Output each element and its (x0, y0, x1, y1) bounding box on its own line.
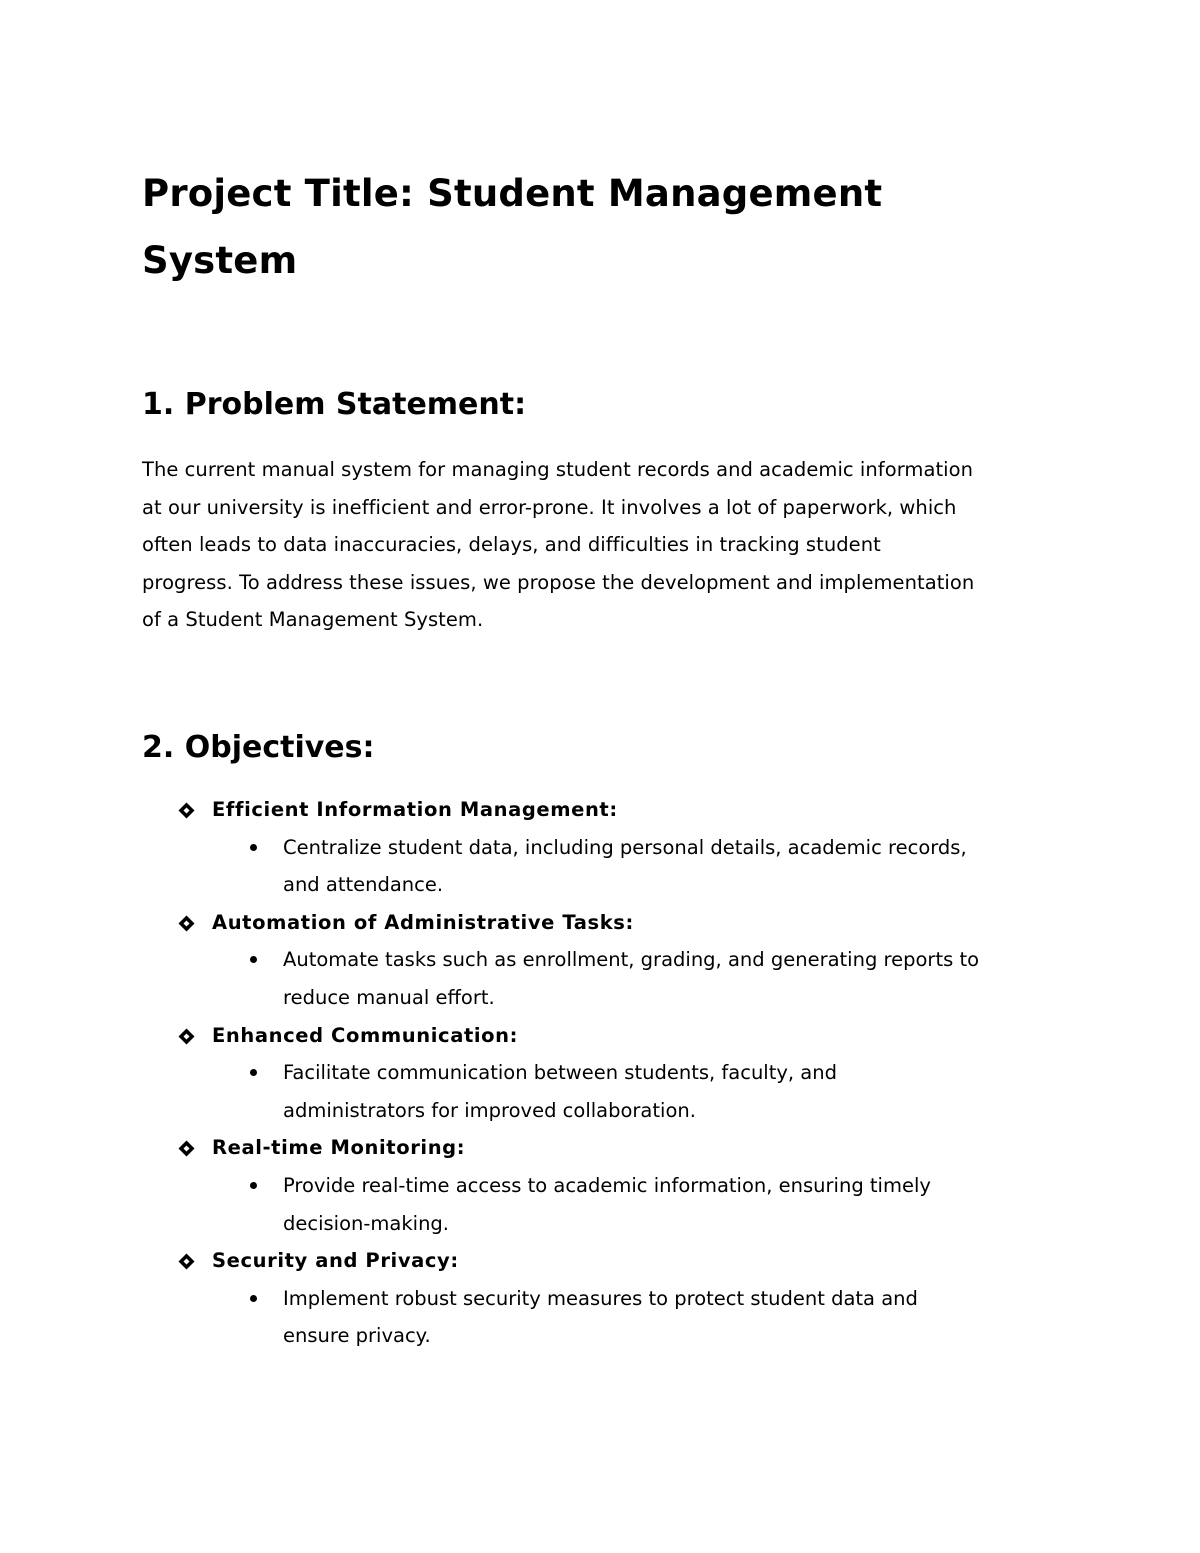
objective-header (142, 791, 1062, 829)
round-bullet-icon (250, 844, 257, 851)
subitem-line: Centralize student data, including personal details, academic records, (283, 835, 967, 859)
subitem-line: Automate tasks such as enrollment, grading, and generating reports to (283, 948, 980, 972)
objective-item (142, 1017, 1062, 1130)
objective-label: Automation of Administrative Tasks: (212, 910, 634, 934)
subitem-line: Facilitate communication between students, faculty, and (283, 1061, 837, 1085)
diamond-bullet-icon (178, 1140, 195, 1157)
objective-subitem (142, 1280, 1062, 1355)
objective-sublist (142, 1167, 1062, 1242)
round-bullet-icon (250, 956, 257, 963)
document-title-line-1: Project Title: Student Management (142, 172, 883, 215)
problem-statement-paragraph (142, 451, 1062, 639)
objectives-heading: 2. Objectives: (142, 729, 375, 765)
round-bullet-icon (250, 1182, 257, 1189)
subitem-line: ensure privacy. (283, 1324, 431, 1348)
objective-sublist (142, 1280, 1062, 1355)
objective-header (142, 1242, 1062, 1280)
problem-line: of a Student Management System. (142, 608, 484, 632)
document-title-line-2: System (142, 239, 298, 282)
problem-line: progress. To address these issues, we propose the development and implementation (142, 570, 975, 594)
subitem-line: Implement robust security measures to protect student data and (283, 1286, 918, 1310)
problem-statement-heading: 1. Problem Statement: (142, 387, 527, 422)
objective-subitem (142, 941, 1062, 1016)
objective-sublist (142, 829, 1062, 904)
objective-item (142, 1242, 1062, 1355)
document-page (142, 160, 1062, 1355)
diamond-bullet-icon (178, 915, 195, 932)
round-bullet-icon (250, 1069, 257, 1076)
problem-line: often leads to data inaccuracies, delays, and difficulties in tracking student (142, 533, 881, 557)
subitem-line: reduce manual effort. (283, 985, 495, 1009)
objective-sublist (142, 1054, 1062, 1129)
objectives-list (142, 791, 1062, 1355)
document-title (142, 160, 1062, 294)
objective-header (142, 1129, 1062, 1167)
problem-line: at our university is inefficient and error-prone. It involves a lot of paperwork, which (142, 495, 957, 519)
round-bullet-icon (250, 1295, 257, 1302)
subitem-line: administrators for improved collaboration. (283, 1098, 696, 1122)
objective-label: Security and Privacy: (212, 1249, 459, 1273)
diamond-bullet-icon (178, 1028, 195, 1045)
objective-subitem (142, 829, 1062, 904)
objective-item (142, 1129, 1062, 1242)
objective-item (142, 791, 1062, 904)
objective-label: Enhanced Communication: (212, 1023, 519, 1047)
objective-sublist (142, 941, 1062, 1016)
diamond-bullet-icon (178, 1253, 195, 1270)
objective-subitem (142, 1054, 1062, 1129)
objective-header (142, 904, 1062, 942)
objective-label: Real-time Monitoring: (212, 1136, 466, 1160)
objective-subitem (142, 1167, 1062, 1242)
problem-line: The current manual system for managing student records and academic information (142, 458, 974, 481)
subitem-line: and attendance. (283, 873, 444, 897)
objective-header (142, 1017, 1062, 1055)
subitem-line: Provide real-time access to academic information, ensuring timely (283, 1173, 931, 1197)
objective-item (142, 904, 1062, 1017)
subitem-line: decision-making. (283, 1211, 450, 1235)
objective-label: Efficient Information Management: (212, 797, 618, 821)
diamond-bullet-icon (178, 802, 195, 819)
